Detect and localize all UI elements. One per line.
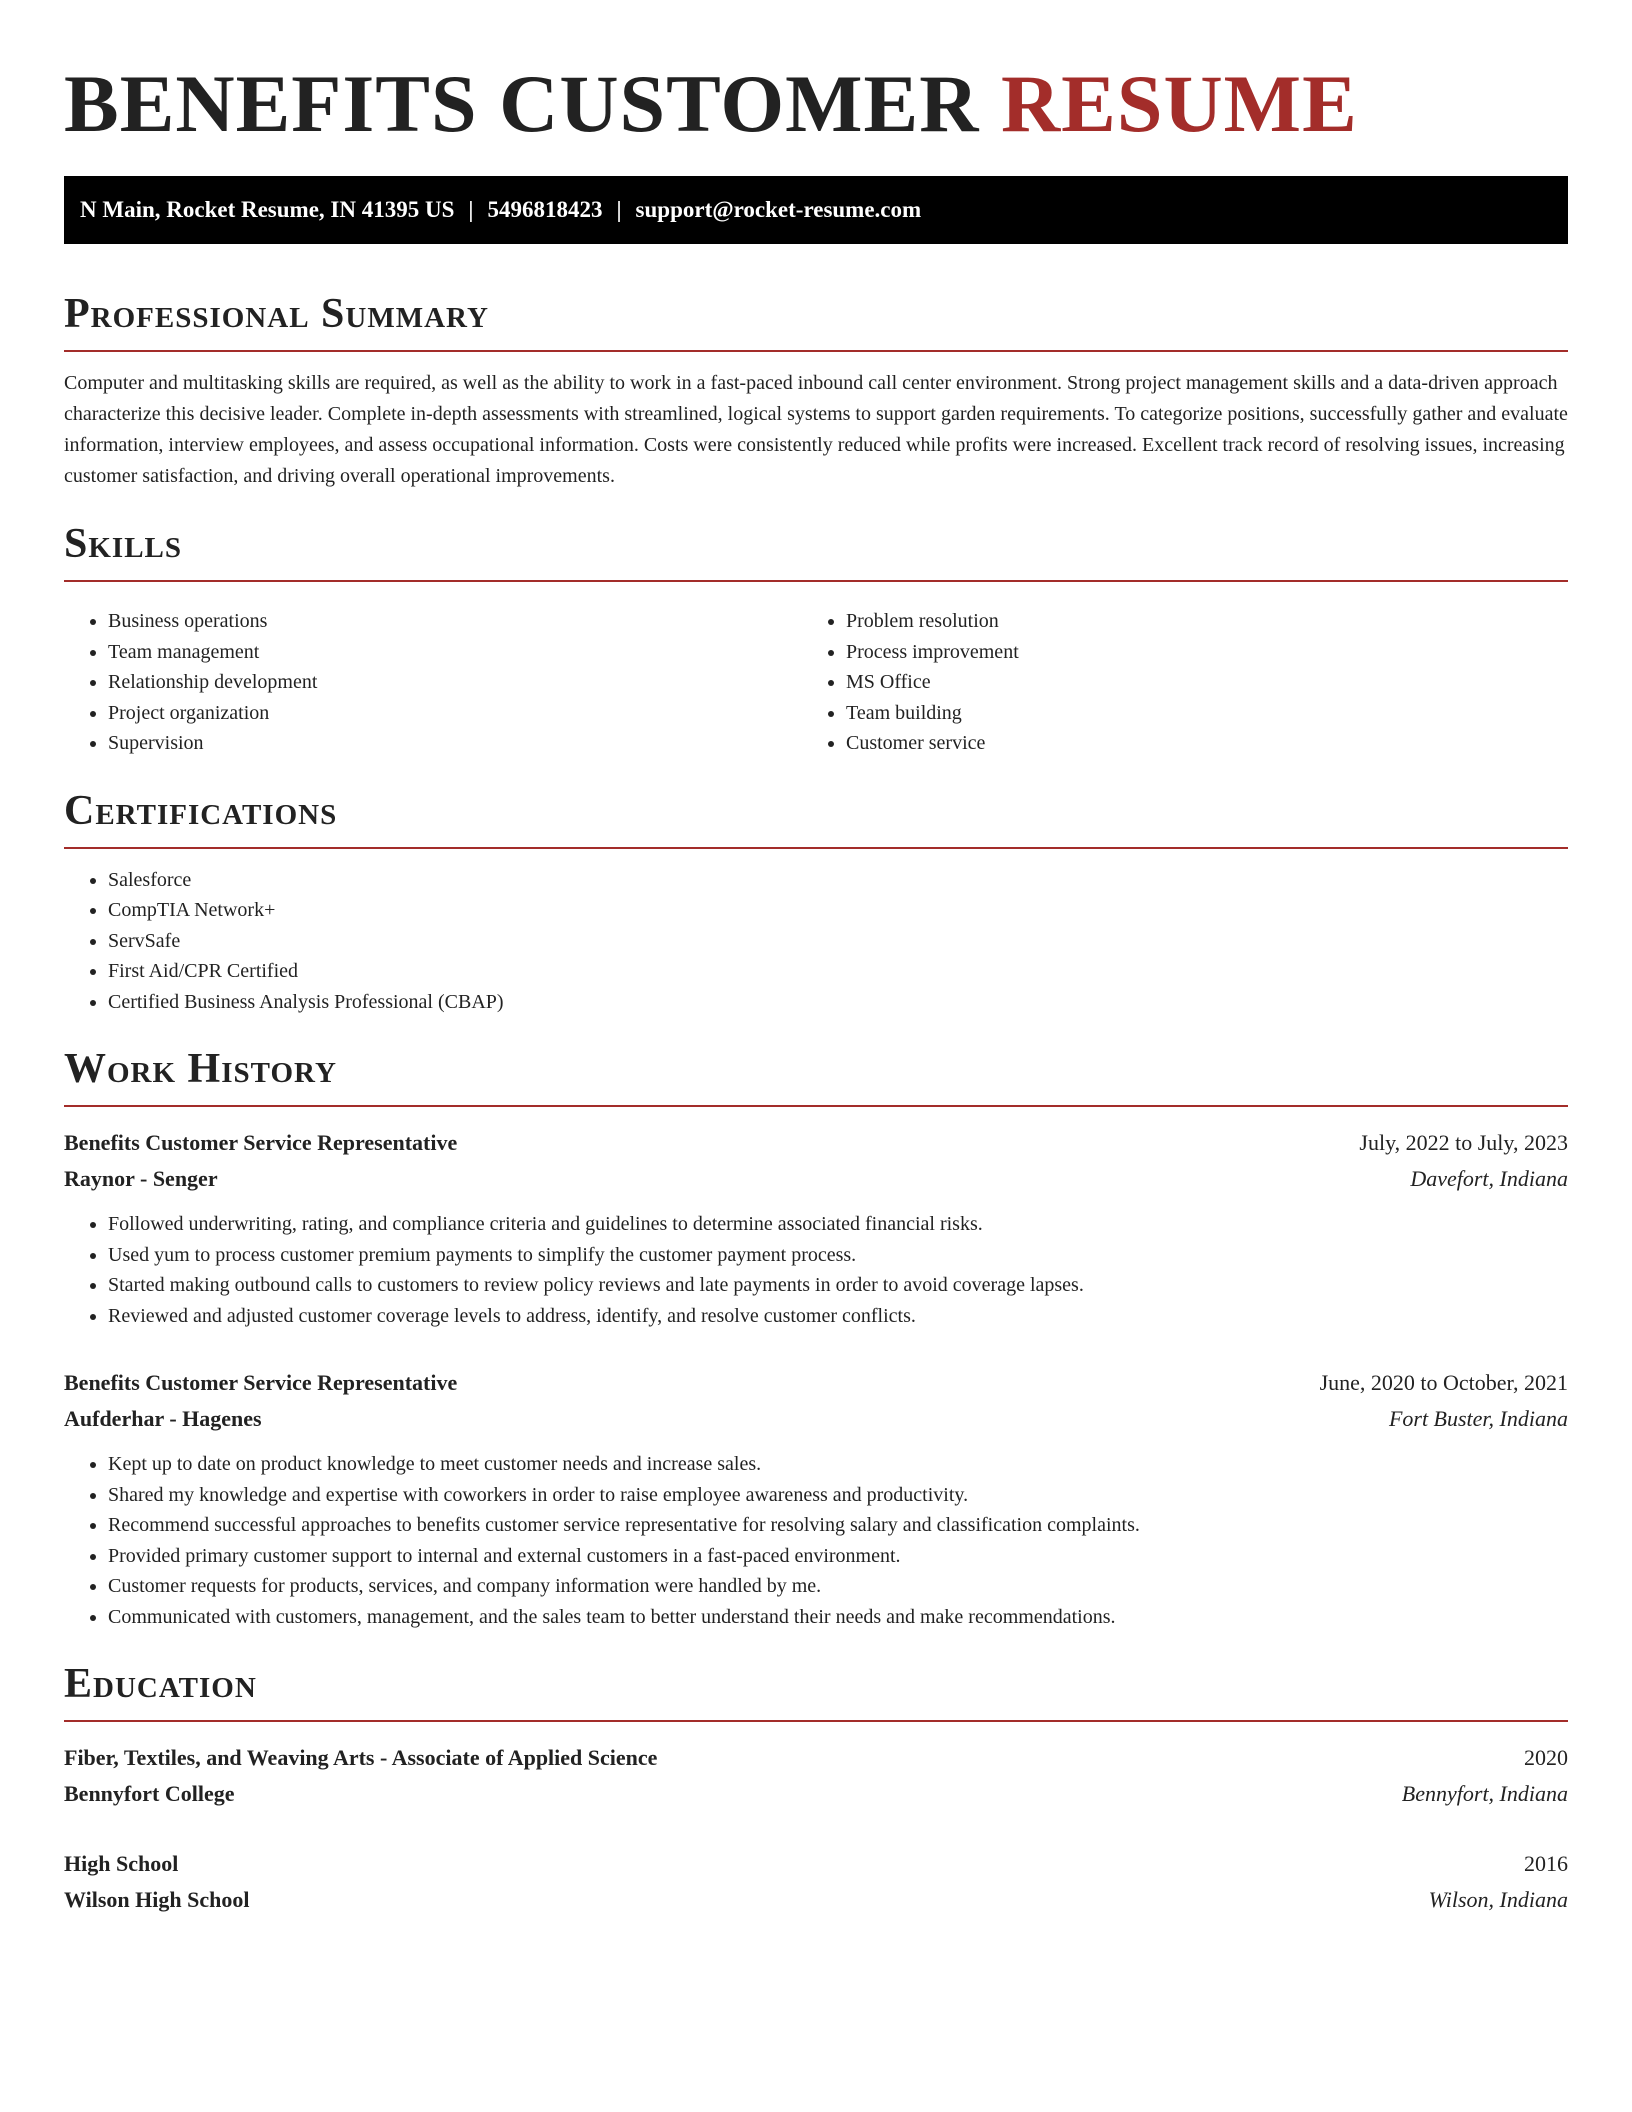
certification-item: • Salesforce bbox=[108, 865, 1568, 896]
section-title-certifications: Certifications bbox=[64, 787, 338, 834]
skill-item: • Supervision bbox=[108, 728, 830, 759]
summary-text: Computer and multitasking skills are required, as well as the ability to work in a fast-paced inbound call center environment. Strong project management skills and a data-driven approach characterize this decisive leader. Complete in-depth assessments with streamlined, logical systems to support garden requirements. To categorize positions, successfully gather and evaluate information, interview employees, and assess occupational information. Costs were consistently reduced while profits were increased. Excellent track record of resolving issues, increasing customer satisfaction, and driving overall operational improvements. bbox=[64, 372, 1568, 487]
contact-phone: 5496818423 bbox=[487, 197, 603, 222]
job-duty: • Used yum to process customer premium payments to simplify the customer payment process. bbox=[108, 1240, 1568, 1271]
job-dates: July, 2022 to July, 2023 bbox=[1359, 1130, 1568, 1155]
section-divider bbox=[64, 350, 1568, 352]
job-duty: • Reviewed and adjusted customer coverage levels to address, identify, and resolve customer conflicts. bbox=[108, 1301, 1568, 1332]
job-duty: • Customer requests for products, services, and company information were handled by me. bbox=[108, 1571, 1568, 1602]
certifications-list bbox=[64, 865, 1568, 1018]
job-dates: June, 2020 to October, 2021 bbox=[1319, 1370, 1568, 1395]
section-divider bbox=[64, 1720, 1568, 1722]
skill-item: • Team building bbox=[846, 698, 1568, 729]
section-divider bbox=[64, 847, 1568, 849]
job-location: Fort Buster, Indiana bbox=[1388, 1406, 1568, 1431]
skill-item: • MS Office bbox=[846, 667, 1568, 698]
job-company: Raynor - Senger bbox=[64, 1166, 218, 1191]
job-duty: • Recommend successful approaches to benefits customer service representative for resolving salary and classification complaints. bbox=[108, 1510, 1568, 1541]
skill-item: • Project organization bbox=[108, 698, 830, 729]
education-location: Bennyfort, Indiana bbox=[1401, 1781, 1568, 1806]
job-title: Benefits Customer Service Representative bbox=[64, 1130, 458, 1155]
skill-item: • Customer service bbox=[846, 728, 1568, 759]
section-title-education: Education bbox=[64, 1661, 257, 1707]
job-duties bbox=[64, 1449, 1568, 1632]
education-year: 2016 bbox=[1524, 1851, 1568, 1876]
certification-item: • First Aid/CPR Certified bbox=[108, 956, 1568, 987]
certification-item: • ServSafe bbox=[108, 926, 1568, 957]
skill-item: • Process improvement bbox=[846, 637, 1568, 668]
education-entry bbox=[64, 1740, 1568, 1812]
job-location: Davefort, Indiana bbox=[1410, 1166, 1568, 1191]
education-degree: Fiber, Textiles, and Weaving Arts - Associate of Applied Science bbox=[64, 1745, 658, 1770]
resume-title bbox=[64, 56, 1568, 152]
certification-item: • Certified Business Analysis Professional (CBAP) bbox=[108, 987, 1568, 1018]
section-title-skills: Skills bbox=[64, 521, 183, 567]
skills-column-right bbox=[830, 606, 1568, 759]
skill-item: • Business operations bbox=[108, 606, 830, 637]
section-title-work-history: Work History bbox=[64, 1046, 337, 1092]
education-entry bbox=[64, 1846, 1568, 1918]
resume-title-accent: RESUME bbox=[1000, 58, 1358, 149]
section-divider bbox=[64, 1105, 1568, 1107]
education-location: Wilson, Indiana bbox=[1428, 1887, 1568, 1912]
section-title-summary: Professional Summary bbox=[64, 291, 489, 337]
education-year: 2020 bbox=[1524, 1745, 1568, 1770]
certification-item: • CompTIA Network+ bbox=[108, 895, 1568, 926]
job-duty: • Followed underwriting, rating, and compliance criteria and guidelines to determine associated financial risks. bbox=[108, 1209, 1568, 1240]
education-degree: High School bbox=[64, 1851, 179, 1876]
job-duty: • Kept up to date on product knowledge to meet customer needs and increase sales. bbox=[108, 1449, 1568, 1480]
skill-item: • Problem resolution bbox=[846, 606, 1568, 637]
contact-bar bbox=[64, 176, 1568, 244]
job-duty: • Provided primary customer support to internal and external customers in a fast-paced environment. bbox=[108, 1541, 1568, 1572]
job-entry bbox=[64, 1125, 1568, 1331]
job-duty: • Started making outbound calls to customers to review policy reviews and late payments in order to avoid coverage lapses. bbox=[108, 1270, 1568, 1301]
resume-title-first: BENEFITS CUSTOMER bbox=[64, 58, 980, 149]
skills-list bbox=[64, 590, 1568, 759]
job-company: Aufderhar - Hagenes bbox=[64, 1406, 262, 1431]
contact-email: support@rocket-resume.com bbox=[635, 197, 922, 222]
skill-item: • Team management bbox=[108, 637, 830, 668]
contact-separator: | bbox=[468, 197, 474, 222]
job-duty: • Shared my knowledge and expertise with coworkers in order to raise employee awareness and productivity. bbox=[108, 1480, 1568, 1511]
section-divider bbox=[64, 580, 1568, 582]
job-entry bbox=[64, 1365, 1568, 1632]
education-school: Bennyfort College bbox=[64, 1781, 235, 1806]
job-duty: • Communicated with customers, management, and the sales team to better understand their needs and make recommendations. bbox=[108, 1602, 1568, 1633]
contact-address: N Main, Rocket Resume, IN 41395 US bbox=[80, 197, 455, 222]
job-title: Benefits Customer Service Representative bbox=[64, 1370, 458, 1395]
job-duties bbox=[64, 1209, 1568, 1331]
education-school: Wilson High School bbox=[64, 1887, 250, 1912]
contact-separator: | bbox=[616, 197, 622, 222]
skill-item: • Relationship development bbox=[108, 667, 830, 698]
skills-column-left bbox=[64, 606, 830, 759]
